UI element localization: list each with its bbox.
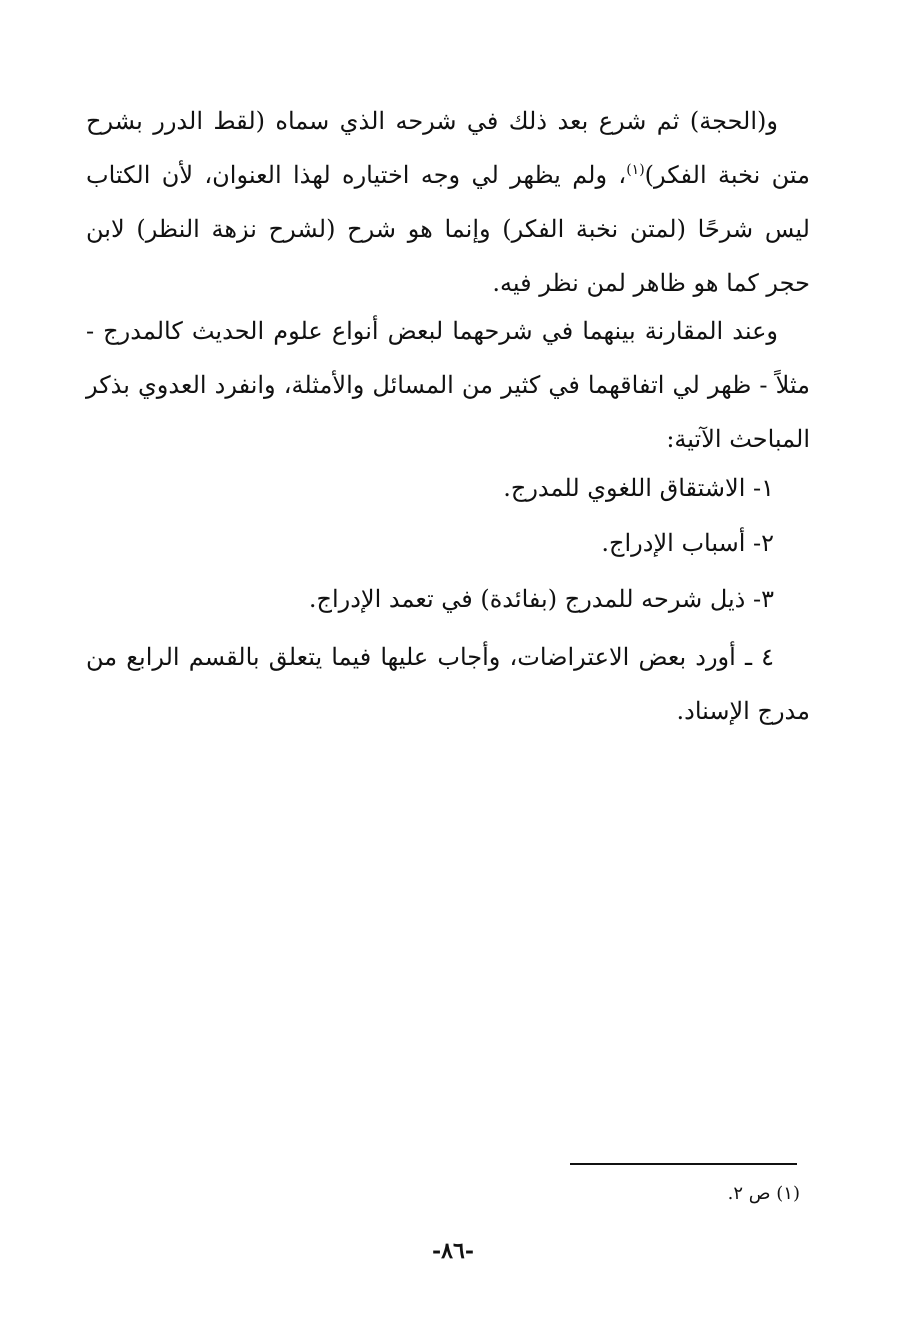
paragraph-comparison-text: وعند المقارنة بينهما في شرحهما لبعض أنواع علوم الحديث كالمدرج - مثلاً - ظهر لي اتفاقهما في كثير من المسائل والأمثلة، وانفرد العدوي بذكر المباحث الآتية:	[86, 317, 810, 453]
page-number: -٨٦-	[432, 1238, 474, 1264]
list-item	[86, 630, 810, 738]
paragraph-comparison	[86, 304, 810, 466]
paragraph-intro	[86, 94, 810, 310]
list-item	[86, 516, 810, 570]
list-item	[86, 461, 810, 515]
paragraph-intro-text-before-note: و(الحجة) ثم شرع بعد ذلك في شرحه الذي سماه (لقط الدرر بشرح متن نخبة الفكر)	[86, 107, 811, 189]
list-item-text: ٤ ـ أورد بعض الاعتراضات، وأجاب عليها فيما يتعلق بالقسم الرابع من مدرج الإسناد.	[86, 643, 810, 725]
list-item-text: ١- الاشتقاق اللغوي للمدرج.	[503, 474, 774, 502]
paragraph-intro-text-after-note: ، ولم يظهر لي وجه اختياره لهذا العنوان، لأن الكتاب ليس شرحًا (لمتن نخبة الفكر) وإنما هو شرح (لشرح نزهة النظر) لابن حجر كما هو ظاهر لمن نظر فيه.	[86, 161, 810, 297]
list-item-text: ٣- ذيل شرحه للمدرج (بفائدة) في تعمد الإدراج.	[308, 585, 774, 613]
list-item-text: ٢- أسباب الإدراج.	[601, 529, 774, 557]
footnote: (١) ص ٢.	[727, 1183, 800, 1204]
footnote-marker: (١)	[626, 162, 645, 178]
list-item	[86, 572, 810, 626]
footnote-divider	[570, 1163, 797, 1165]
